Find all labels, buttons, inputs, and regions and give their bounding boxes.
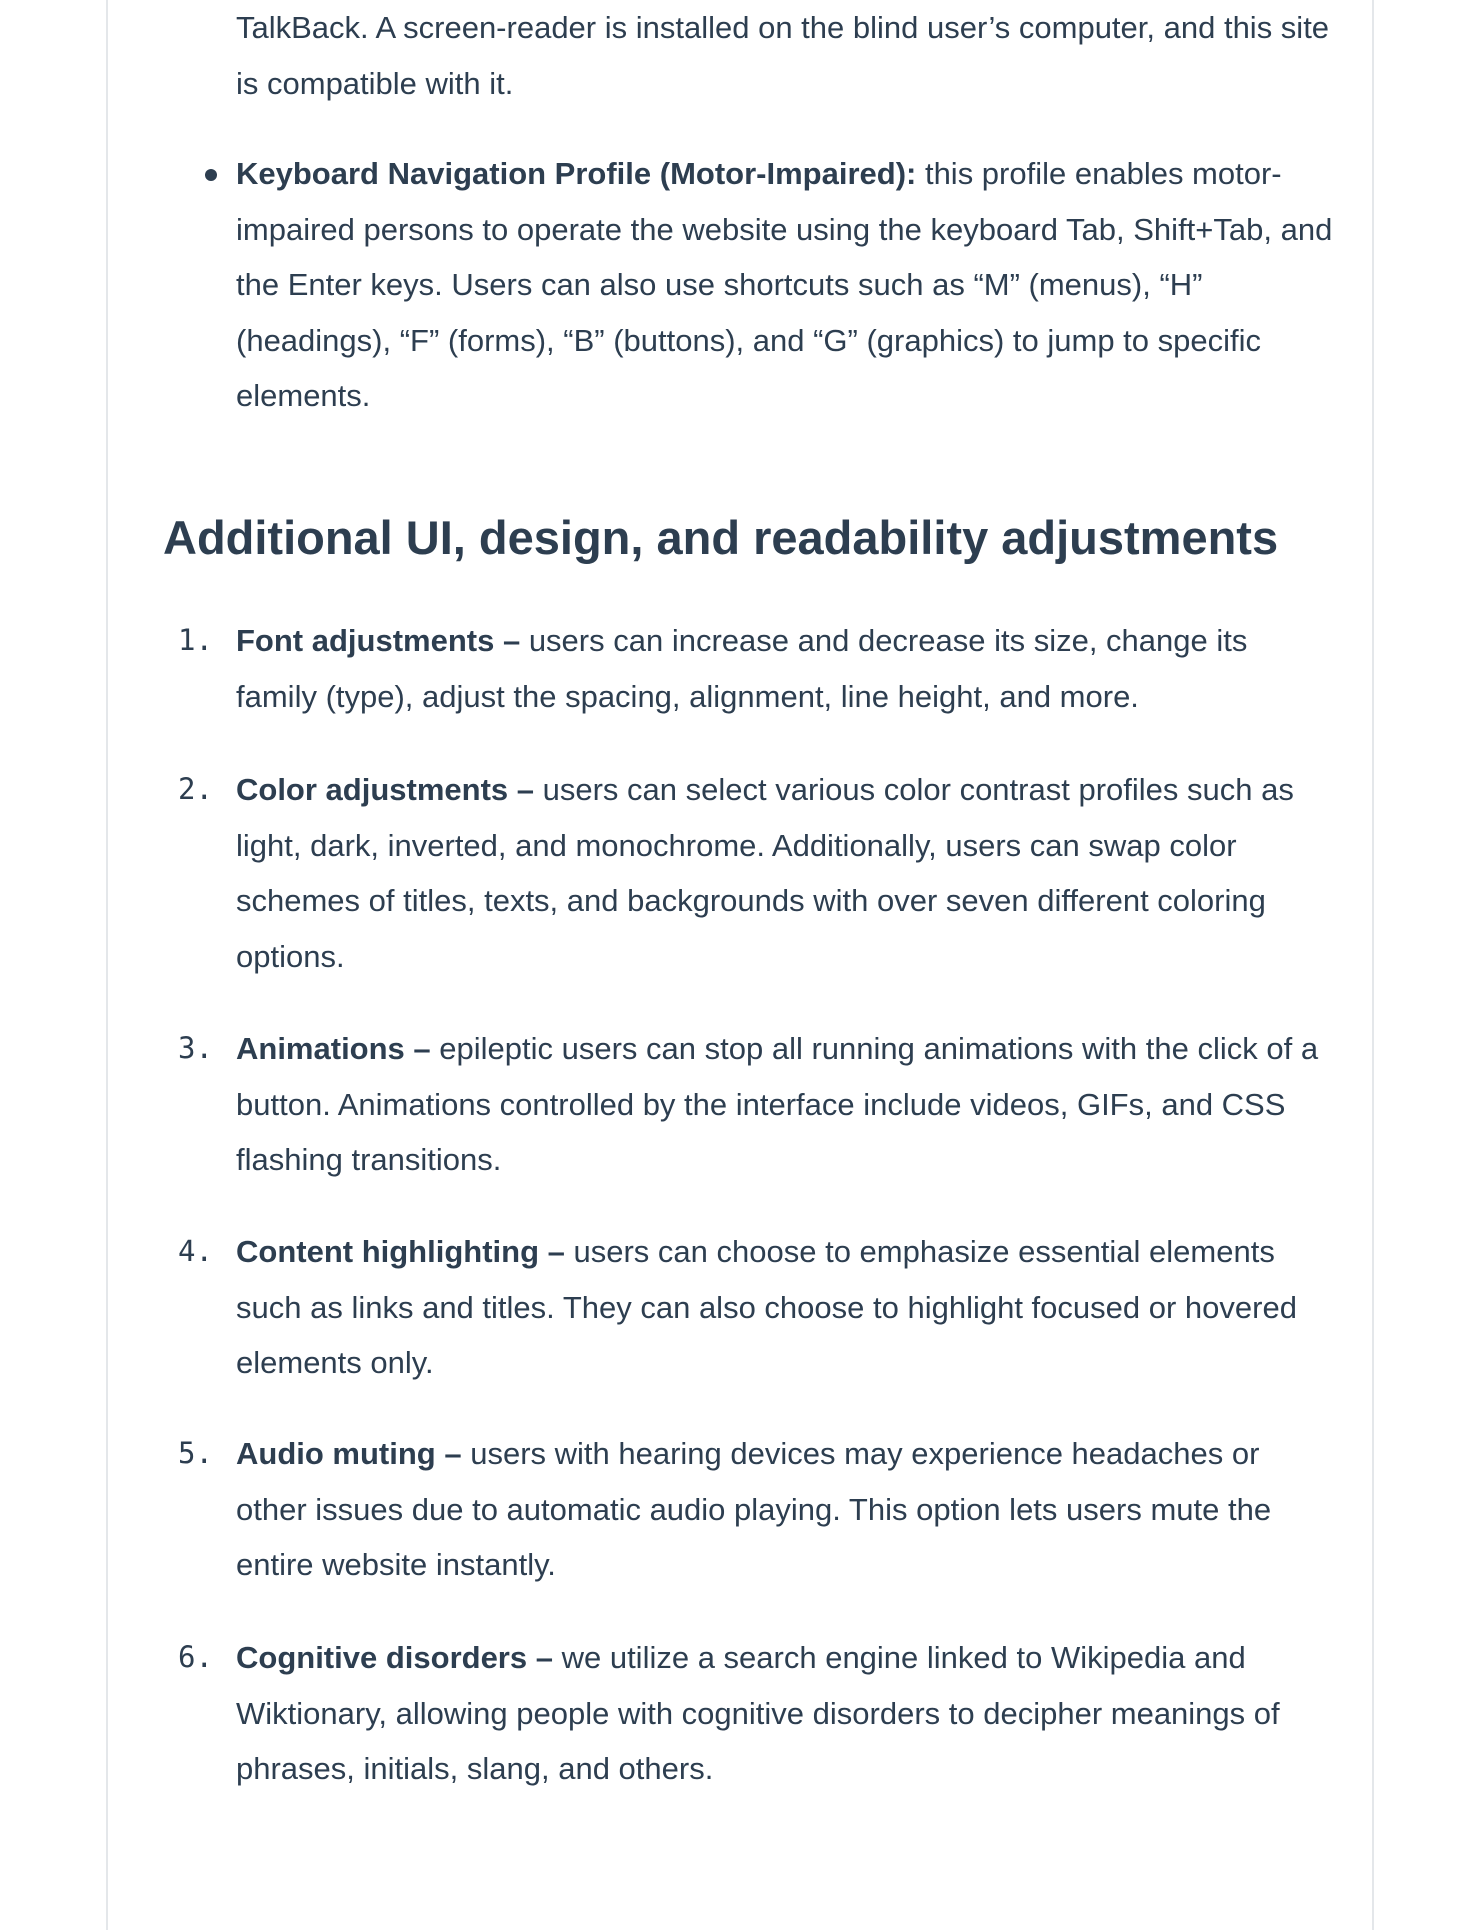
adjustment-item-animations: [236, 1021, 1336, 1188]
adjustment-title: Color adjustments –: [236, 772, 534, 807]
adjustment-item-highlighting: [236, 1224, 1336, 1391]
list-marker: 4.: [178, 1234, 213, 1268]
intro-continuation-paragraph: [236, 0, 1336, 111]
adjustment-text: epileptic users can stop all running animations with the click of a button. Animations controlled by the interface include videos, GIFs, and CSS flashing transitions.: [236, 1031, 1319, 1177]
adjustment-item-font: [236, 613, 1336, 724]
adjustment-title: Animations –: [236, 1031, 431, 1066]
list-marker: 1.: [178, 623, 213, 657]
section-heading: Additional UI, design, and readability adjustments: [163, 511, 1279, 564]
adjustment-item-audio: [236, 1426, 1336, 1593]
keyboard-profile-title: Keyboard Navigation Profile (Motor-Impaired):: [236, 156, 917, 191]
adjustment-title: Content highlighting –: [236, 1234, 565, 1269]
list-marker: 6.: [178, 1640, 213, 1674]
adjustment-title: Cognitive disorders –: [236, 1640, 553, 1675]
keyboard-profile-item: [236, 146, 1336, 424]
adjustment-text: users can choose to emphasize essential elements such as links and titles. They can also choose to highlight focused or hovered elements only.: [236, 1234, 1297, 1380]
keyboard-profile-text: this profile enables motor-impaired persons to operate the website using the keyboard Tab, Shift+Tab, and the Enter keys. Users can also use shortcuts such as “M” (menus), “H” (headings), “F” (forms), “B” (buttons), and “G” (graphics) to jump to specific elements.: [236, 156, 1333, 413]
list-marker: 2.: [178, 772, 213, 806]
adjustment-text: users can select various color contrast profiles such as light, dark, inverted, and monochrome. Additionally, users can swap color schemes of titles, texts, and backgrounds with over seven different coloring options.: [236, 772, 1294, 974]
intro-continuation-text: TalkBack. A screen-reader is installed on the blind user’s computer, and this site is compatible with it.: [236, 10, 1330, 101]
adjustment-item-cognitive: [236, 1630, 1336, 1797]
list-marker: 5.: [178, 1436, 213, 1470]
adjustment-item-color: [236, 762, 1336, 984]
adjustment-text: users can increase and decrease its size, change its family (type), adjust the spacing, alignment, line height, and more.: [236, 623, 1248, 714]
adjustment-text: users with hearing devices may experience headaches or other issues due to automatic audio playing. This option lets users mute the entire website instantly.: [236, 1436, 1272, 1582]
adjustment-text: we utilize a search engine linked to Wikipedia and Wiktionary, allowing people with cognitive disorders to decipher meanings of phrases, initials, slang, and others.: [236, 1640, 1280, 1786]
list-marker: 3.: [178, 1031, 213, 1065]
adjustment-title: Font adjustments –: [236, 623, 521, 658]
adjustment-title: Audio muting –: [236, 1436, 462, 1471]
bullet-dot-icon: [205, 169, 217, 181]
